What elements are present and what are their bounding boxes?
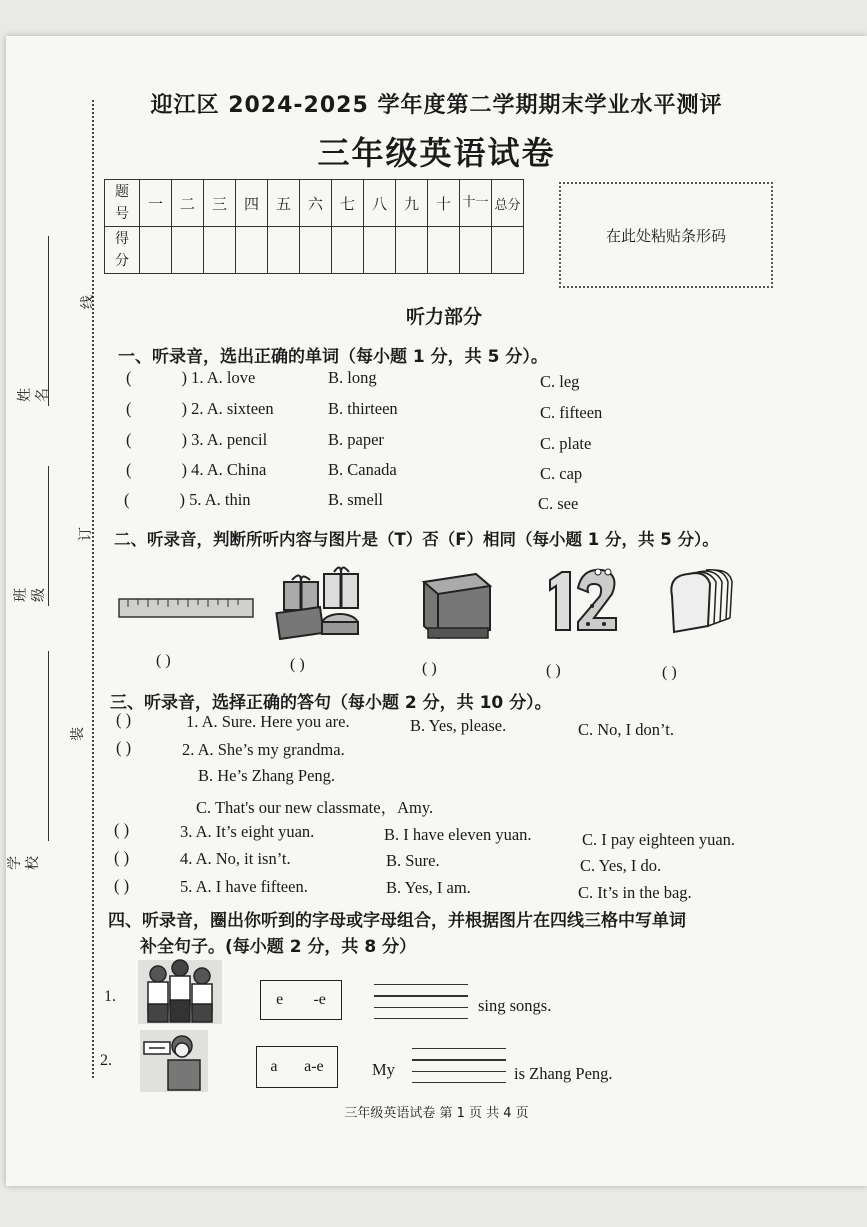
barcode-area <box>559 182 773 288</box>
bread-picture <box>668 566 738 636</box>
s3-q5-c: C. It’s in the bag. <box>578 883 692 902</box>
s4-q1-option-2[interactable]: -e <box>313 991 326 1008</box>
boy-holding-sign-picture <box>140 1030 208 1092</box>
s3-q2-c: C. That's our new classmate，Amy. <box>196 798 434 817</box>
listening-heading: 听力部分 <box>405 306 482 328</box>
s4-q1-sentence: sing songs. <box>478 996 552 1015</box>
section-4-title-line2: 补全句子。(每小题 2 分，共 8 分） <box>140 937 417 957</box>
binding-dotted-line <box>92 100 94 1078</box>
s1-q3-b: B. paper <box>328 430 384 449</box>
s2-answer-3[interactable]: ( ) <box>422 660 437 677</box>
s1-q3: ( ) 3. A. pencil <box>126 430 268 449</box>
s1-q4-c: C. cap <box>540 464 583 483</box>
school-label: 学校 <box>7 856 41 870</box>
score-cell[interactable] <box>300 227 332 274</box>
score-cell[interactable] <box>396 227 428 274</box>
s4-q2-option-2[interactable]: a-e <box>304 1058 324 1075</box>
score-table-header-row <box>105 180 524 227</box>
score-table-col: 九 <box>396 180 428 227</box>
s1-q5: ( ) 5. A. thin <box>124 490 251 509</box>
section-3-title: 三、听录音，选择正确的答句（每小题 2 分，共 10 分）。 <box>110 693 552 713</box>
score-cell[interactable] <box>492 227 524 274</box>
s2-answer-2[interactable]: ( ) <box>290 656 305 673</box>
s2-answer-1[interactable]: ( ) <box>156 652 171 669</box>
s3-q3-a: 3. A. It’s eight yuan. <box>180 822 315 841</box>
s3-q3-c: C. I pay eighteen yuan. <box>582 830 736 849</box>
score-cell[interactable] <box>268 227 300 274</box>
score-table-row-label: 题 号 <box>105 180 140 227</box>
school-underline <box>48 651 49 841</box>
s4-q2-prefix: My <box>372 1060 395 1079</box>
s4-q1-options[interactable] <box>260 980 342 1020</box>
score-table-col: 八 <box>364 180 396 227</box>
s3-q1-b: B. Yes, please. <box>410 716 507 735</box>
exam-subtitle: 三年级英语试卷 <box>317 134 556 172</box>
barcode-label: 在此处粘贴条形码 <box>605 226 726 245</box>
score-cell[interactable] <box>204 227 236 274</box>
s3-q4-b: B. Sure. <box>386 851 440 870</box>
s3-q2-a: 2. A. She’s my grandma. <box>182 740 345 759</box>
score-table-col: 总分 <box>492 180 524 227</box>
box-picture <box>420 568 492 644</box>
section-2-title: 二、听录音，判断所听内容与图片是（T）否（F）相同（每小题 1 分，共 5 分）。 <box>114 530 719 549</box>
score-table-row-label: 得 分 <box>105 227 140 274</box>
s3-q3-b: B. I have eleven yuan. <box>384 825 532 844</box>
s1-q3-c: C. plate <box>540 434 592 453</box>
score-table-col: 十一 <box>460 180 492 227</box>
s1-q1: ( ) 1. A. love <box>126 368 256 387</box>
score-cell[interactable] <box>428 227 460 274</box>
s2-answer-5[interactable]: ( ) <box>662 664 677 681</box>
s4-q1-num: 1. <box>104 988 116 1005</box>
s1-q1-b: B. long <box>328 368 377 387</box>
name-label: 姓名 <box>17 388 51 402</box>
class-label: 班级 <box>13 588 47 602</box>
exam-paper <box>6 36 867 1186</box>
score-cell[interactable] <box>140 227 172 274</box>
s1-q5-b: B. smell <box>328 490 384 509</box>
page-footer: 三年级英语试卷 第 1 页 共 4 页 <box>344 1106 529 1121</box>
s4-q2-options[interactable] <box>256 1046 338 1088</box>
score-cell[interactable] <box>364 227 396 274</box>
score-table <box>104 179 524 274</box>
section-1-title: 一、听录音，选出正确的单词（每小题 1 分，共 5 分）。 <box>118 347 548 367</box>
exam-title: 迎江区 2024-2025 学年度第二学期期末学业水平测评 <box>150 93 723 118</box>
s4-q2-num: 2. <box>100 1052 112 1069</box>
s4-q1-writing-lines[interactable] <box>374 984 468 1030</box>
s4-q1-option-1[interactable]: e <box>276 991 284 1008</box>
s3-q1-paren[interactable]: ( ) <box>116 710 132 729</box>
s2-answer-4[interactable]: ( ) <box>546 662 561 679</box>
s3-q5-a: 5. A. I have fifteen. <box>180 877 308 896</box>
s3-q1-c: C. No, I don’t. <box>578 720 674 739</box>
s1-q4-b: B. Canada <box>328 460 397 479</box>
s3-q5-paren[interactable]: ( ) <box>114 876 130 895</box>
s3-q2-b: B. He’s Zhang Peng. <box>198 766 336 785</box>
s3-q5-b: B. Yes, I am. <box>386 878 471 897</box>
s3-q4-paren[interactable]: ( ) <box>114 848 130 867</box>
s4-q2-sentence: is Zhang Peng. <box>514 1064 613 1083</box>
score-cell[interactable] <box>460 227 492 274</box>
gift-boxes-picture <box>272 564 368 644</box>
score-table-col: 四 <box>236 180 268 227</box>
s1-q2-b: B. thirteen <box>328 399 398 418</box>
score-table-col: 六 <box>300 180 332 227</box>
s3-q3-paren[interactable]: ( ) <box>114 820 130 839</box>
score-table-col: 五 <box>268 180 300 227</box>
score-cell[interactable] <box>332 227 364 274</box>
s3-q2-paren[interactable]: ( ) <box>116 738 132 757</box>
number-twelve-picture <box>544 566 622 636</box>
section-4-title-line1: 四、听录音，圈出你听到的字母或字母组合，并根据图片在四线三格中写单词 <box>108 911 686 931</box>
score-cell[interactable] <box>172 227 204 274</box>
score-table-col: 二 <box>172 180 204 227</box>
score-table-col: 十 <box>428 180 460 227</box>
s3-q4-a: 4. A. No, it isn’t. <box>180 849 291 868</box>
s3-q1-a: 1. A. Sure. Here you are. <box>186 712 350 731</box>
binding-xian-char: 线 <box>80 295 96 309</box>
children-singing-picture <box>138 960 222 1024</box>
s1-q1-c: C. leg <box>540 372 580 391</box>
s4-q2-option-1[interactable]: a <box>270 1058 278 1075</box>
s1-q2-c: C. fifteen <box>540 403 603 422</box>
ruler-picture <box>118 596 254 620</box>
s4-q2-writing-lines[interactable] <box>412 1048 506 1094</box>
score-table-col: 三 <box>204 180 236 227</box>
s3-q4-c: C. Yes, I do. <box>580 856 662 875</box>
binding-ding-char: 订 <box>78 527 94 541</box>
score-table-col: 一 <box>140 180 172 227</box>
class-underline <box>48 466 49 606</box>
s1-q4: ( ) 4. A. China <box>126 460 267 479</box>
s1-q2: ( ) 2. A. sixteen <box>126 399 274 418</box>
score-cell[interactable] <box>236 227 268 274</box>
score-table-score-row <box>105 227 524 274</box>
binding-zhuang-char: 装 <box>70 727 86 741</box>
score-table-col: 七 <box>332 180 364 227</box>
s1-q5-c: C. see <box>538 494 579 513</box>
